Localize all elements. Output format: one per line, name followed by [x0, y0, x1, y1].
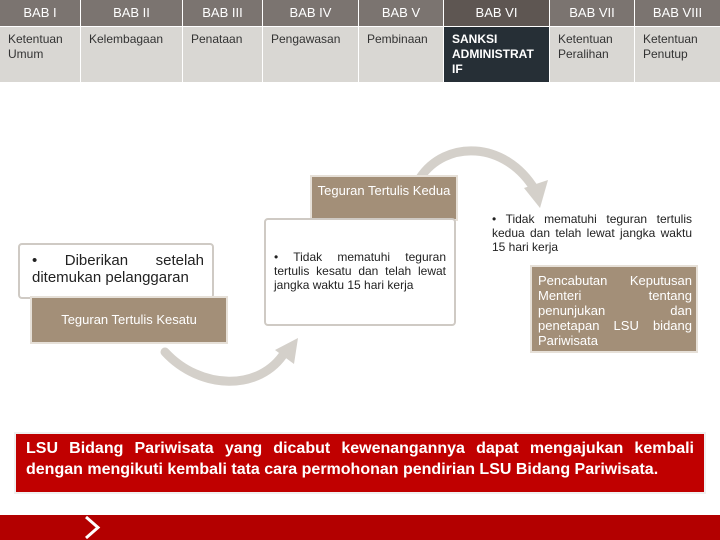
tab-header: BAB VI	[444, 0, 549, 26]
tab-header: BAB I	[0, 0, 80, 26]
step3-label-box	[530, 265, 698, 353]
step1-condition-box	[18, 243, 214, 299]
lower-curve-arrow	[165, 352, 285, 381]
step2-condition-text: • Tidak mematuhi teguran tertulis kesatu dan telah lewat jangka waktu 15 hari kerja	[274, 250, 446, 292]
step2-condition-box	[264, 218, 456, 326]
step2-label-box	[310, 175, 458, 221]
tab-body: Ketentuan Peralihan	[550, 27, 634, 82]
tab-header: BAB V	[359, 0, 443, 26]
step1-label-box	[30, 296, 228, 344]
tab-header: BAB III	[183, 0, 262, 26]
step1-condition-text: • Diberikan setelah ditemukan pelanggaran	[32, 252, 204, 286]
step1-label-text: Teguran Tertulis Kesatu	[61, 312, 197, 327]
revocation-note	[14, 432, 706, 494]
footer-bar	[0, 515, 720, 540]
tab-header: BAB IV	[263, 0, 358, 26]
tab-body: Penataan	[183, 27, 262, 82]
step2-label-text: Teguran Tertulis Kedua	[317, 183, 451, 198]
chevron-right-icon	[80, 515, 104, 540]
step3-label-text: Pencabutan Keputusan Menteri tentang penunjukan dan penetapan LSU bidang Pariwisata	[538, 273, 692, 348]
tab-header: BAB VII	[550, 0, 634, 26]
tab-body: SANKSI ADMINISTRAT IF	[444, 27, 549, 82]
tab-body: Pengawasan	[263, 27, 358, 82]
step3-condition-text: • Tidak mematuhi teguran tertulis kedua dan telah lewat jangka waktu 15 hari kerja	[492, 212, 692, 254]
tab-body: Ketentuan Umum	[0, 27, 80, 82]
tab-header: BAB II	[81, 0, 182, 26]
step3-condition-box	[492, 212, 692, 264]
tab-body: Pembinaan	[359, 27, 443, 82]
tab-body: Kelembagaan	[81, 27, 182, 82]
tab-body: Ketentuan Penutup	[635, 27, 720, 82]
revocation-note-text: LSU Bidang Pariwisata yang dicabut kewenangannya dapat mengajukan kembali dengan mengikuti kembali tata cara permohonan pendirian LSU Bidang Pariwisata.	[26, 440, 694, 478]
tab-header: BAB VIII	[635, 0, 720, 26]
